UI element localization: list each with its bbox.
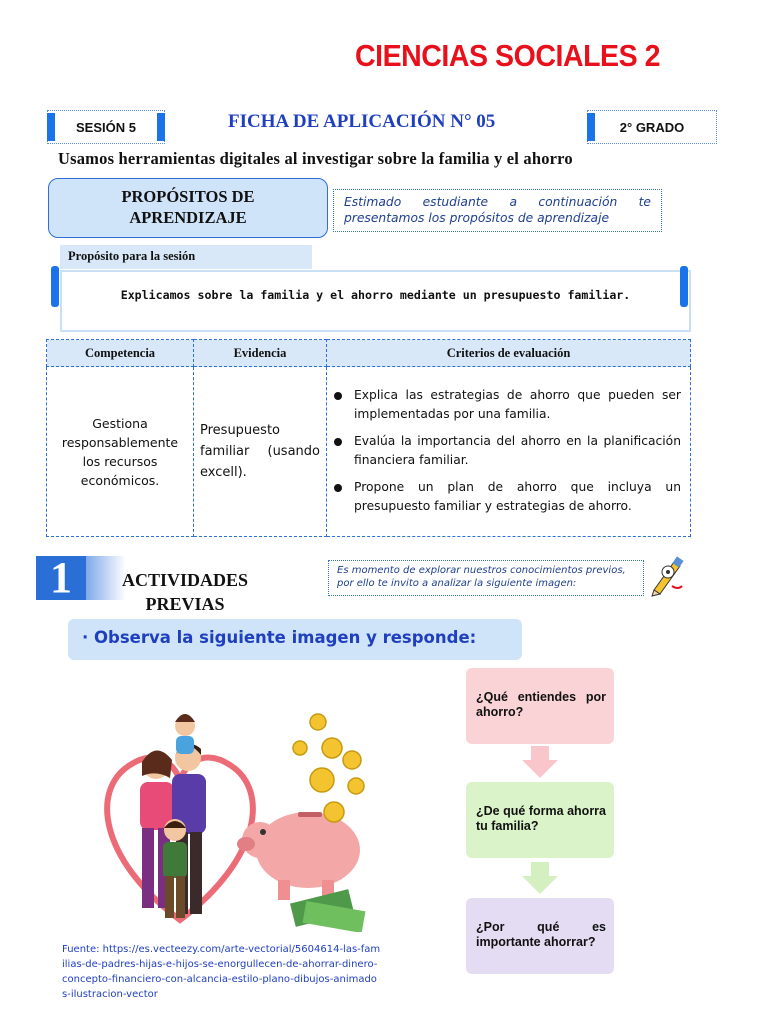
observe-prompt: · Observa la siguiente imagen y responde: [68, 619, 522, 660]
criterio-item: Explica las estrategias de ahorro que pueden ser implementadas por una familia. [354, 386, 681, 424]
session-subtitle: Usamos herramientas digitales al investigar sobre la familia y el ahorro [58, 149, 573, 168]
criteria-table [46, 339, 691, 537]
family-piggybank-illustration [60, 700, 390, 932]
session-label: SESIÓN 5 [76, 119, 136, 135]
activity-number: 1 [36, 556, 86, 600]
ficha-title: FICHA DE APLICACIÓN N° 05 [228, 111, 496, 132]
purpose-right-cap [680, 266, 688, 307]
subject-title: CIENCIAS SOCIALES 2 [355, 38, 661, 73]
purposes-heading-box [48, 178, 328, 238]
badge-accent-bar [157, 113, 165, 141]
purposes-note: Estimado estudiante a continuación te presentamos los propósitos de aprendizaje [333, 189, 662, 232]
activities-title [110, 568, 260, 616]
session-purpose-tag: Propósito para la sesión [60, 245, 312, 269]
header-competencia: Competencia [47, 340, 194, 367]
competencia-cell: Gestiona responsablemente los recursos económicos. [47, 367, 194, 537]
table-header-row [47, 340, 691, 367]
purposes-heading-line2: APRENDIZAJE [129, 208, 247, 227]
badge-accent-bar [47, 113, 55, 141]
question-box-3: ¿Por qué es importante ahorrar? [466, 898, 614, 974]
table-row [47, 367, 691, 537]
image-source-link[interactable]: Fuente: https://es.vecteezy.com/arte-vectorial/5604614-las-familias-de-padres-hijas-e-hijos-se-enorgullecen-de-ahorrar-dinero-concepto-financiero-con-alcancia-estilo-plano-dibujos-animados-ilustracion-vector [62, 944, 381, 1000]
criterio-item: Propone un plan de ahorro que incluya un presupuesto familiar y estrategias de ahorro. [354, 478, 681, 516]
arrow-down-icon [522, 862, 558, 894]
criterio-item: Evalúa la importancia del ahorro en la planificación financiera familiar. [354, 432, 681, 470]
activities-title-line1: ACTIVIDADES [121, 570, 249, 590]
grade-label: 2° GRADO [619, 119, 685, 135]
purpose-left-cap [51, 266, 59, 307]
badge-accent-bar [587, 113, 595, 141]
question-box-2: ¿De qué forma ahorra tu familia? [466, 782, 614, 858]
question-box-1: ¿Qué entiendes por ahorro? [466, 668, 614, 744]
session-badge [47, 110, 165, 144]
header-criterios: Criterios de evaluación [327, 340, 691, 367]
session-purpose: Explicamos sobre la familia y el ahorro mediante un presupuesto familiar. [60, 270, 691, 332]
evidencia-cell: Presupuesto familiar (usando excell). [194, 367, 327, 537]
purposes-heading-line1: PROPÓSITOS DE [121, 187, 255, 206]
header-evidencia: Evidencia [194, 340, 327, 367]
activities-note: Es momento de explorar nuestros conocimientos previos, por ello te invito a analizar la siguiente imagen: [328, 560, 644, 596]
grade-badge [587, 110, 717, 144]
activities-title-line2: PREVIAS [145, 594, 225, 614]
pencil-mascot-icon [646, 556, 686, 598]
criterios-list [328, 386, 689, 516]
arrow-down-icon [522, 746, 558, 778]
criterios-cell [327, 367, 691, 537]
